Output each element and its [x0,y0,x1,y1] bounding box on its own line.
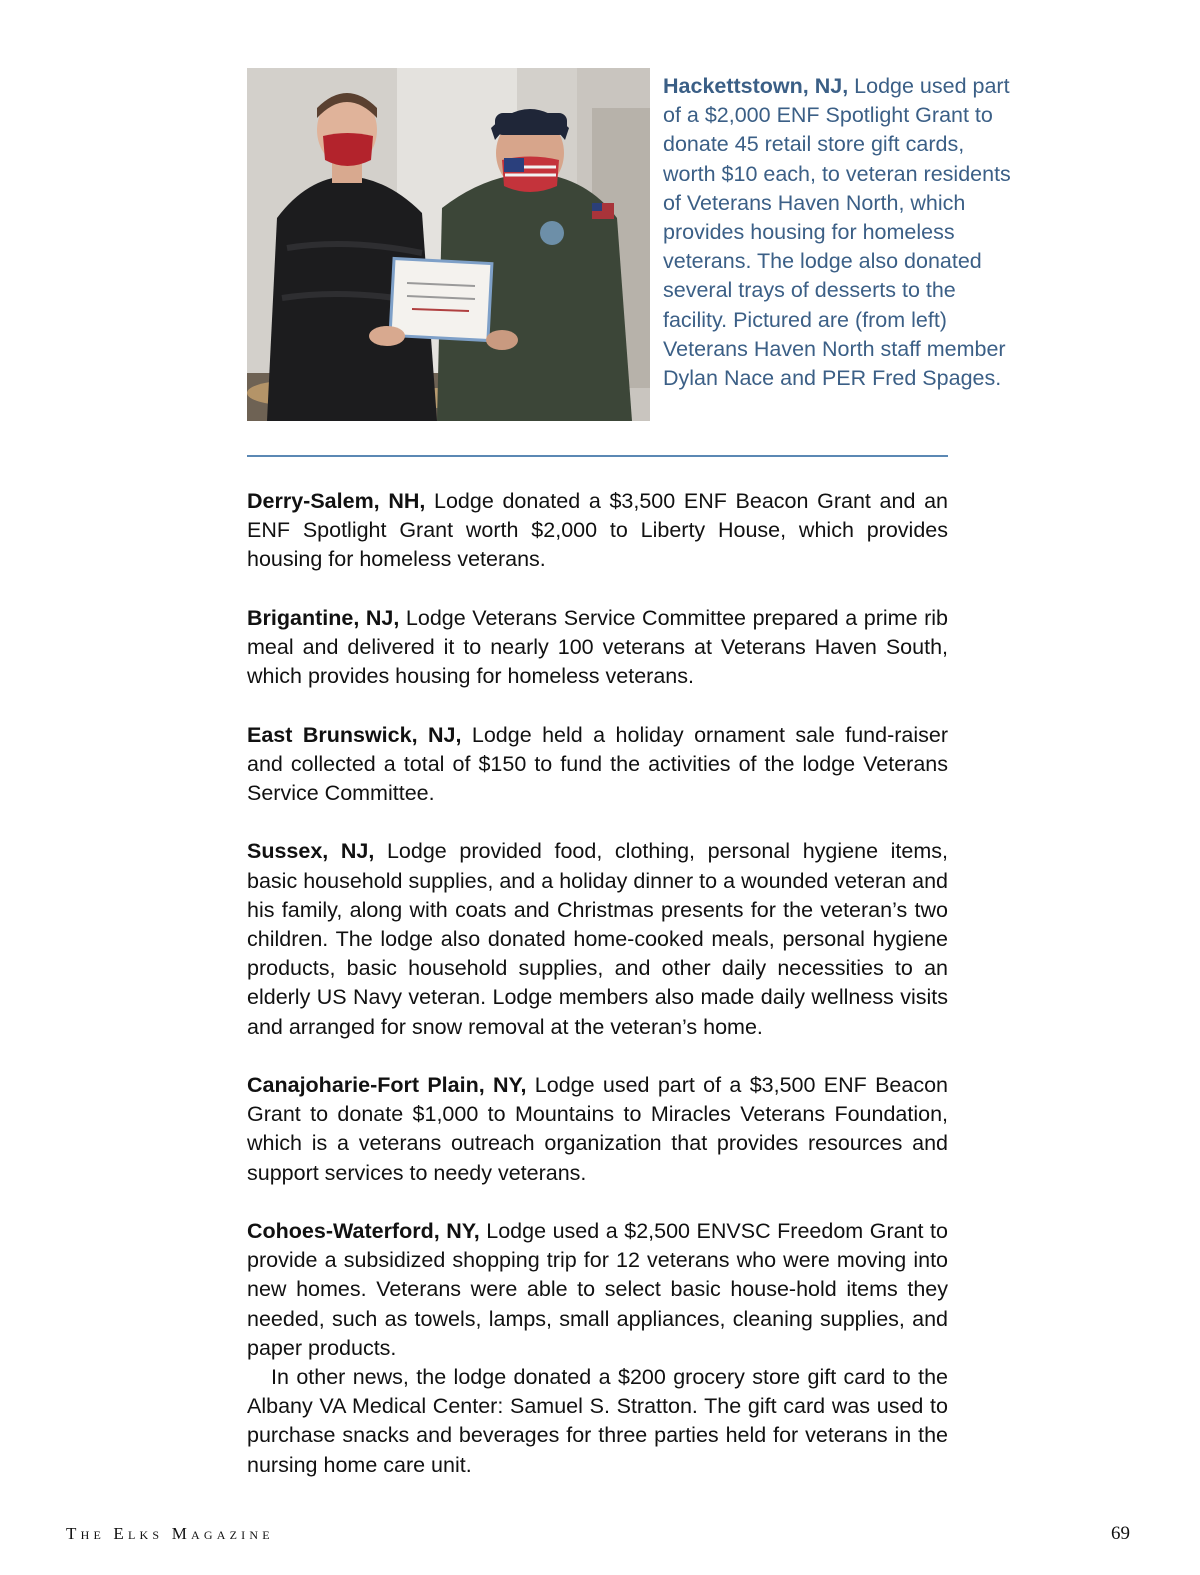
lodge-name: Sussex, NJ, [247,839,375,864]
lodge-name: Canajoharie-Fort Plain, NY, [247,1073,527,1097]
article-body [247,487,948,1509]
magazine-title: The Elks Magazine [66,1524,274,1543]
paragraph-continuation: In other news, the lodge donated a $200 grocery store gift card to the Albany VA Medical Center: Samuel S. Stratton. The gift card was used to purchase snacks and beverages for three parties held for veterans in the nursing home care unit. [247,1365,948,1477]
lodge-name: Cohoes-Waterford, NY, [247,1219,480,1243]
paragraph-east-brunswick [247,721,948,809]
paragraph-text: Lodge donated a $3,500 ENF Beacon Grant and an ENF Spotlight Grant worth $2,000 to Liberty House, which provides housing for homeless veterans. [247,489,948,572]
paragraph-text: Lodge used part of a $3,500 ENF Beacon Grant to donate $1,000 to Mountains to Miracles Veterans Foundation, which is a veterans outreach organization that provides resources and support services to needy veterans. [247,1073,949,1185]
lodge-name: Brigantine, NJ, [247,605,400,630]
lodge-name: East Brunswick, NJ, [247,722,462,747]
paragraph-brigantine [247,604,948,692]
section-divider [247,455,948,457]
photo-caption [663,72,1013,393]
page-number: 69 [1111,1523,1130,1544]
veterans-photo [247,68,650,421]
paragraph-derry-salem [247,487,948,575]
paragraph-text: Lodge Veterans Service Committee prepared a prime rib meal and delivered it to nearly 100 veterans at Veterans Haven South, which provides housing for homeless veterans. [247,605,949,689]
lodge-name: Derry-Salem, NH, [247,489,426,513]
paragraph-sussex [247,837,948,1041]
caption-lodge-name: Hackettstown, NJ, [663,74,849,98]
paragraph-text: Lodge held a holiday ornament sale fund-raiser and collected a total of $150 to fund the activities of the lodge Veterans Service Committee. [247,722,948,805]
paragraph-text: Lodge provided food, clothing, personal hygiene items, basic household supplies, and a holiday dinner to a wounded veteran and his family, along with coats and Christmas presents for the veteran’s two children. The lodge also donated home-cooked meals, personal hygiene products, basic household supplies, and other daily necessities to an elderly US Navy veteran. Lodge members also made daily wellness visits and arranged for snow removal at the veteran’s home. [247,839,948,1039]
paragraph-canajoharie [247,1071,948,1188]
caption-text: Lodge used part of a $2,000 ENF Spotlight Grant to donate 45 retail store gift cards, worth $10 each, to veteran residents of Veterans Haven North, which provides housing for homeless veterans. The lodge also donated several trays of desserts to the facility. Pictured are (from left) Veterans Haven North staff member Dylan Nace and PER Fred Spages. [663,74,1011,391]
paragraph-text: Lodge used a $2,500 ENVSC Freedom Grant to provide a subsidized shopping trip for 12 veterans who were moving into new homes. Veterans were able to select basic house-hold items they needed, such as towels, lamps, small appliances, cleaning supplies, and paper products. [247,1219,948,1360]
paragraph-cohoes-waterford [247,1217,948,1363]
